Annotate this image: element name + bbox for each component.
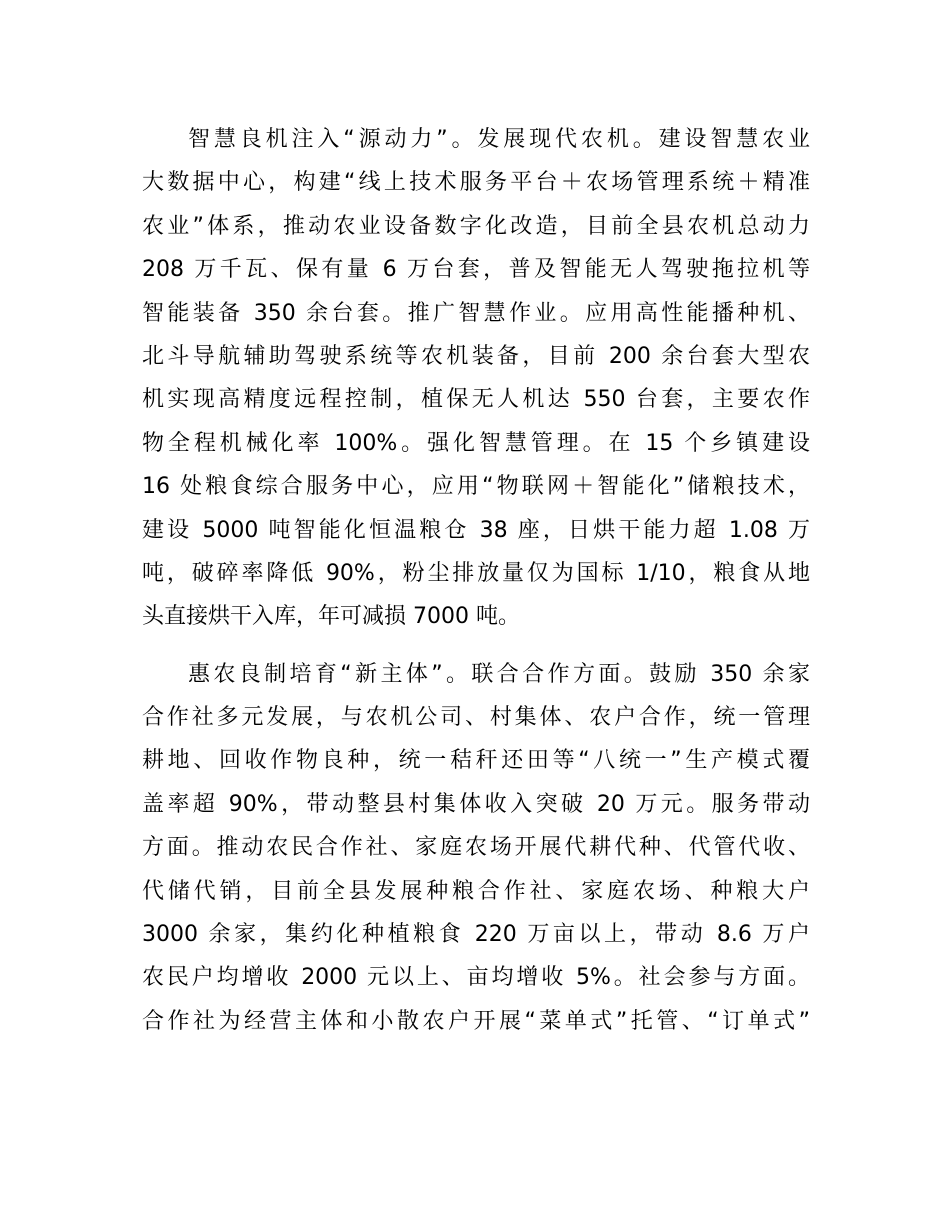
text-line: 吨，破碎率降低 90%，粉尘排放量仅为国标 1/10，粮食从地 [142, 560, 810, 586]
text-line: 16 处粮食综合服务中心，应用“物联网＋智能化”储粮技术， [142, 474, 810, 500]
text-line: 代储代销，目前全县发展种粮合作社、家庭农场、种粮大户 [142, 878, 810, 904]
text-line: 208 万千瓦、保有量 6 万台套，普及智能无人驾驶拖拉机等 [142, 257, 810, 283]
document-body [142, 118, 810, 1043]
text-line: 合作社多元发展，与农机公司、村集体、农户合作，统一管理 [142, 705, 810, 731]
text-line: 盖率超 90%，带动整县村集体收入突破 20 万元。服务带动 [142, 791, 810, 817]
text-line: 惠农良制培育“新主体”。联合合作方面。鼓励 350 余家 [188, 661, 810, 687]
text-line: 头直接烘干入库，年可减损 7000 吨。 [142, 604, 520, 630]
text-line: 合作社为经营主体和小散农户开展“菜单式”托管、“订单式” [142, 1008, 810, 1034]
text-line: 智能装备 350 余台套。推广智慧作业。应用高性能播种机、 [142, 300, 810, 326]
text-line: 智慧良机注入“源动力”。发展现代农机。建设智慧农业 [188, 127, 810, 152]
text-line: 北斗导航辅助驾驶系统等农机装备，目前 200 余台套大型农 [142, 343, 810, 369]
text-line: 大数据中心，构建“线上技术服务平台＋农场管理系统＋精准 [142, 170, 810, 196]
text-line: 耕地、回收作物良种，统一秸秆还田等“八统一”生产模式覆 [142, 748, 810, 774]
text-line: 3000 余家，集约化种植粮食 220 万亩以上，带动 8.6 万户 [142, 922, 810, 948]
text-line: 建设 5000 吨智能化恒温粮仓 38 座，日烘干能力超 1.08 万 [142, 517, 810, 543]
paragraph-smart-machinery [142, 118, 810, 639]
text-line: 机实现高精度远程控制，植保无人机达 550 台套，主要农作 [142, 387, 810, 413]
text-line: 农民户均增收 2000 元以上、亩均增收 5%。社会参与方面。 [142, 965, 810, 991]
text-line: 方面。推动农民合作社、家庭农场开展代耕代种、代管代收、 [142, 835, 810, 861]
paragraph-new-entities [142, 653, 810, 1044]
text-line: 物全程机械化率 100%。强化智慧管理。在 15 个乡镇建设 [142, 430, 810, 456]
text-line: 农业”体系，推动农业设备数字化改造，目前全县农机总动力 [142, 213, 810, 239]
